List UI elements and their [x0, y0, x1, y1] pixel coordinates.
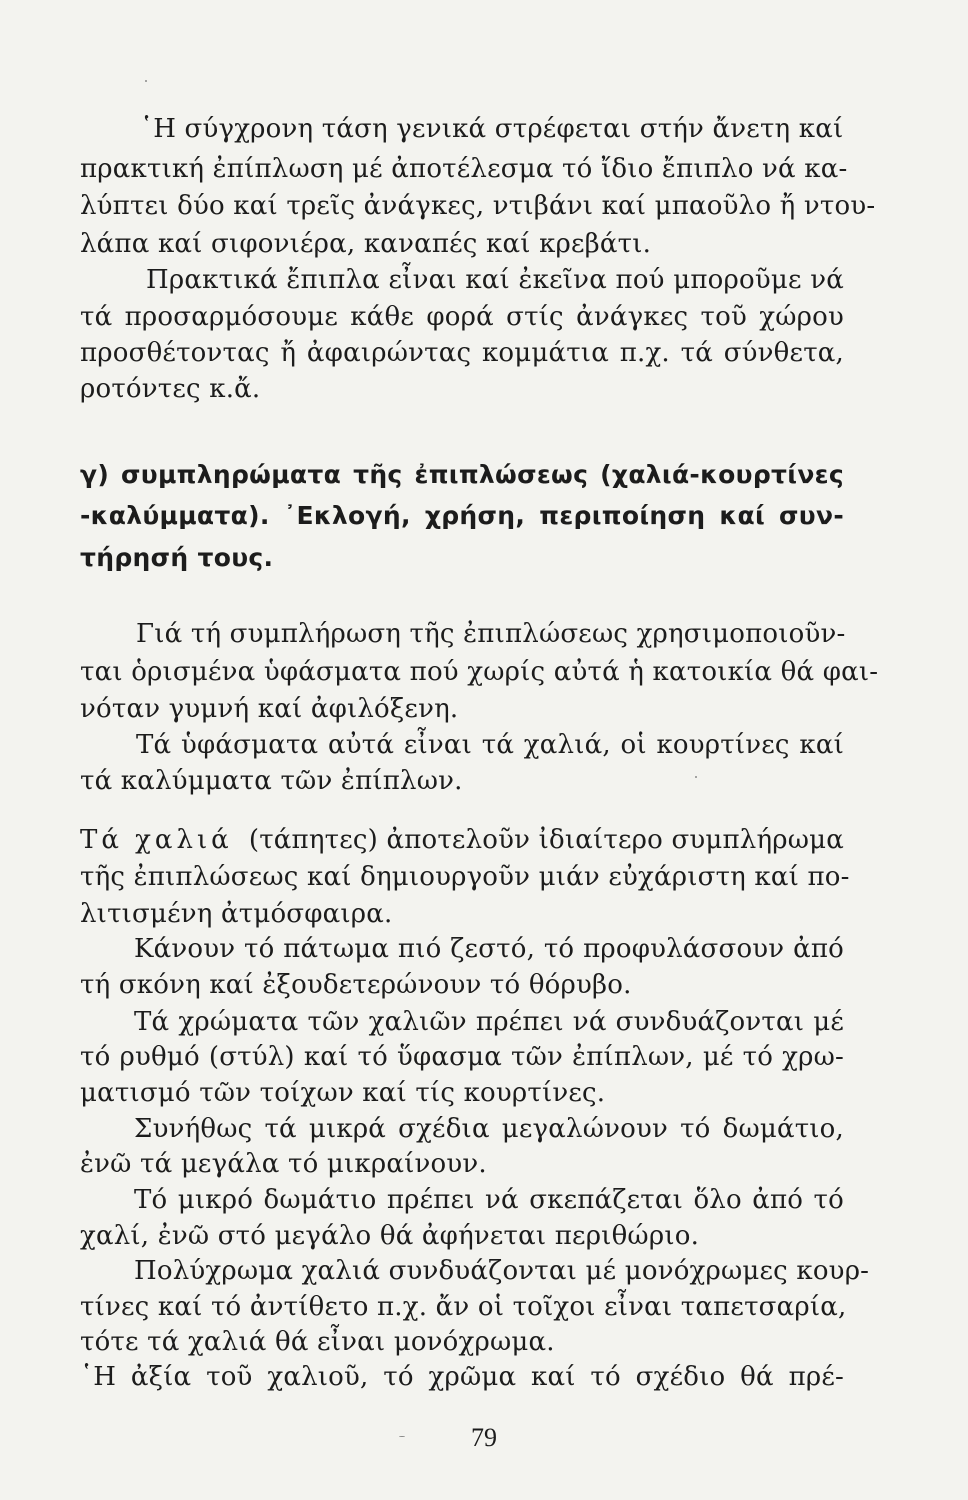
spaced-term: Τά χαλιά [80, 825, 233, 855]
text-line: τίνες καί τό ἀντίθετο π.χ. ἄν οἱ τοῖχοι εἶναι ταπετσαρία, [80, 1292, 847, 1322]
text-line: Γιά τή συμπλήρωση τῆς ἐπιπλώσεως χρησιμοποιοῦν- [136, 619, 846, 649]
section-heading-line: -καλύμματα). ᾿Εκλογή, χρήση, περιποίηση καί συν- [80, 501, 844, 530]
text-line: ροτόντες κ.ἄ. [80, 374, 261, 404]
text-span: (τάπητες) ἀποτελοῦν ἰδιαίτερο συμπλήρωμα [248, 825, 844, 855]
text-line: τά προσαρμόσουμε κάθε φορά στίς ἀνάγκες τοῦ χώρου [80, 302, 844, 332]
text-line: λιτισμένη ἀτμόσφαιρα. [80, 899, 393, 929]
text-line: τότε τά χαλιά θά εἶναι μονόχρωμα. [80, 1327, 555, 1357]
text-line: νόταν γυμνή καί ἀφιλόξενη. [80, 694, 459, 724]
text-line: Κάνουν τό πάτωμα πιό ζεστό, τό προφυλάσσουν ἀπό [134, 934, 844, 964]
section-heading-line: γ) συμπληρώματα τῆς ἐπιπλώσεως (χαλιά-κουρτίνες [80, 460, 844, 489]
section-heading-line: τήρησή τους. [80, 543, 274, 572]
scan-speck [399, 1436, 405, 1437]
text-line: Συνήθως τά μικρά σχέδια μεγαλώνουν τό δωμάτιο, [134, 1114, 844, 1144]
text-line: τῆς ἐπιπλώσεως καί δημιουργοῦν μιάν εὐχάριστη καί πο- [80, 862, 850, 892]
text-line: λάπα καί σιφονιέρα, καναπές καί κρεβάτι. [80, 229, 652, 259]
text-line: Τά χρώματα τῶν χαλιῶν πρέπει νά συνδυάζονται μέ [134, 1007, 844, 1037]
page-number: 79 [471, 1423, 497, 1452]
text-line: τά καλύμματα τῶν ἐπίπλων. [80, 766, 463, 796]
text-line [80, 824, 844, 856]
text-line: τό ρυθμό (στύλ) καί τό ὕφασμα τῶν ἐπίπλων, μέ τό χρω- [80, 1042, 844, 1072]
text-line: λύπτει δύο καί τρεῖς ἀνάγκες, ντιβάνι καί μπαοῦλο ἤ ντου- [80, 191, 876, 221]
text-line: Πολύχρωμα χαλιά συνδυάζονται μέ μονόχρωμες κουρ- [134, 1256, 870, 1286]
text-line: προσθέτοντας ἤ ἀφαιρώντας κομμάτια π.χ. τά σύνθετα, [80, 338, 844, 368]
text-line: Τό μικρό δωμάτιο πρέπει νά σκεπάζεται ὅλο ἀπό τό [134, 1185, 844, 1215]
text-line: ῾Η ἀξία τοῦ χαλιοῦ, τό χρῶμα καί τό σχέδιο θά πρέ- [80, 1362, 844, 1392]
text-line: ἐνῶ τά μεγάλα τό μικραίνουν. [80, 1149, 487, 1179]
text-line: ματισμό τῶν τοίχων καί τίς κουρτίνες. [80, 1078, 606, 1108]
scan-speck [695, 776, 697, 778]
text-line: Τά ὑφάσματα αὐτά εἶναι τά χαλιά, οἱ κουρτίνες καί [136, 730, 844, 760]
text-line: Πρακτικά ἔπιπλα εἶναι καί ἐκεῖνα πού μποροῦμε νά [146, 265, 844, 295]
text-line: χαλί, ἐνῶ στό μεγάλο θά ἀφήνεται περιθώριο. [80, 1221, 700, 1251]
text-line: πρακτική ἐπίπλωση μέ ἀποτέλεσμα τό ἴδιο ἔπιπλο νά κα- [80, 154, 848, 184]
text-line: ται ὁρισμένα ὑφάσματα πού χωρίς αὐτά ἡ κατοικία θά φαι- [80, 657, 879, 687]
text-line: τή σκόνη καί ἐξουδετερώνουν τό θόρυβο. [80, 970, 632, 1000]
text-line: ῾Η σύγχρονη τάση γενικά στρέφεται στήν ἄνετη καί [140, 114, 844, 144]
scan-speck [145, 80, 147, 82]
